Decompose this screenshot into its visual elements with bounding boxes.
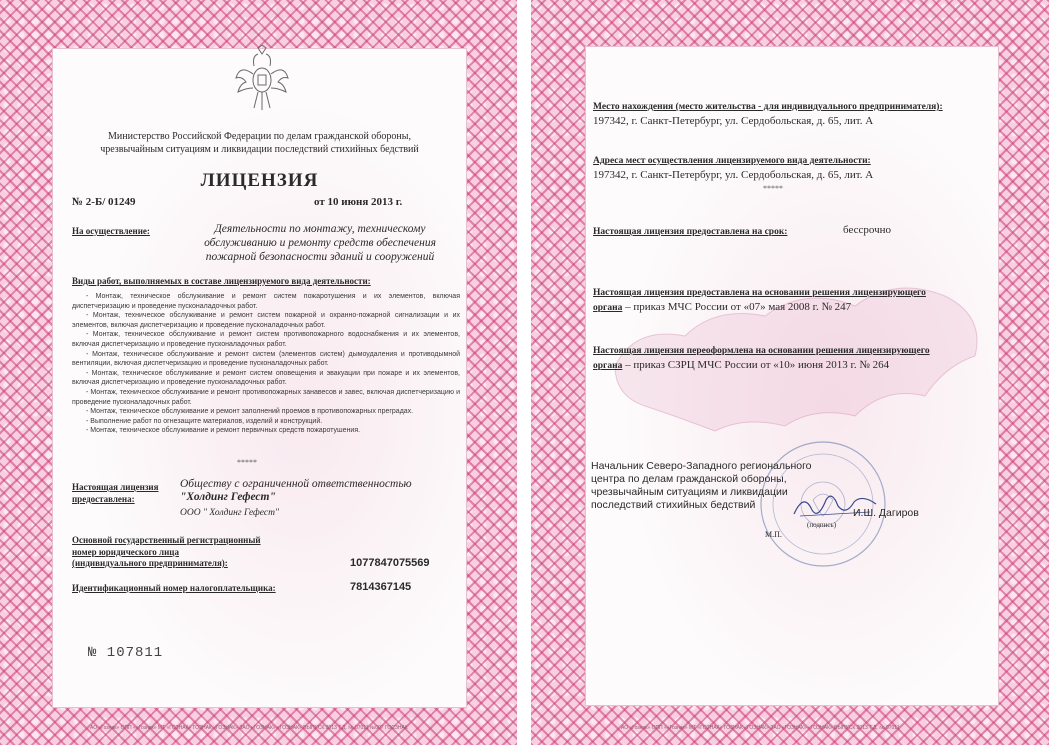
activity-address-block: [593, 154, 993, 182]
works-item: - Монтаж, техническое обслуживание и ремонт систем пожаротушения и их элементов, включая диспетчеризацию и проведение пусконаладочных работ.: [72, 293, 460, 310]
printer-footer: АО «Гознак» ОПП ««Гознак» МТ «ГОЗНАК» ГОЗНАК «ГОЗНАК» ЗАО «ГОЗНАК» «ГОЗНАК» ВЫПУСК 2013 Т.Д. № 07011 №007 ГОСЗНАК: [90, 725, 408, 731]
holder-name-line-1: Обществу с ограниченной ответственностью: [180, 478, 412, 490]
document-title: ЛИЦЕНЗИЯ: [200, 170, 319, 191]
ogrn-value: 1077847075569: [350, 557, 430, 569]
reissue-order: – приказ СЗРЦ МЧС России от «10» июня 2013 г. № 264: [622, 359, 890, 371]
works-item: - Монтаж, техническое обслуживание и ремонт систем оповещения и эвакуации при пожаре и их элементов, включая диспетчеризацию и проведение пусконаладочных работ.: [72, 369, 460, 387]
ministry-line-1: Министерство Российской Федерации по делам гражданской обороны,: [108, 131, 411, 142]
term-value: бессрочно: [843, 224, 892, 236]
holder-label: [72, 481, 158, 505]
holder-label-line-1: Настоящая лицензия: [72, 482, 159, 492]
works-item: - Монтаж, техническое обслуживание и ремонт заполнений проемов в противопожарных преградах.: [86, 408, 414, 416]
basis-heading-end: органа: [593, 303, 623, 313]
license-back-content: [585, 46, 999, 706]
term-heading: Настоящая лицензия предоставлена на срок:: [593, 227, 788, 237]
inn-value: 7814367145: [350, 581, 412, 593]
chief-title: [591, 460, 812, 512]
reissue-heading-end: органа: [593, 361, 623, 371]
works-item: - Монтаж, техническое обслуживание и ремонт систем противопожарного водоснабжения и их элементов, включая диспетчеризацию и проведение пусконаладочных работ.: [72, 331, 460, 348]
holder-name-line-2: "Холдинг Гефест": [180, 491, 276, 503]
ogrn-label: [72, 535, 261, 570]
coat-of-arms-emblem: [232, 44, 292, 116]
separator-stars: *****: [763, 184, 783, 193]
works-item: - Монтаж, техническое обслуживание и ремонт противопожарных занавесов и завес, включая диспетчеризацию и проведение пусконаладочных работ.: [72, 388, 460, 406]
inn-label: Идентификационный номер налогоплательщика:: [72, 583, 276, 593]
ogrn-label-line-1: Основной государственный регистрационный: [72, 535, 261, 545]
holder-name: [180, 478, 460, 504]
license-front-page: [0, 0, 517, 745]
works-item: - Монтаж, техническое обслуживание и ремонт первичных средств пожаротушения.: [86, 427, 361, 435]
reissue-block: [593, 344, 993, 373]
activity-text: Деятельности по монтажу, техническому обслуживанию и ремонту средств обеспечения пожарной безопасности зданий и сооружений: [204, 223, 436, 263]
license-number: № 2-Б/ 01249: [72, 196, 136, 208]
works-list: [72, 292, 460, 436]
chief-title-line-2: центра по делам гражданской обороны,: [591, 473, 787, 485]
ogrn-label-line-3: (индивидуального предпринимателя):: [72, 558, 228, 568]
signatory-name: И.Ш. Дагиров: [853, 507, 919, 519]
chief-title-line-1: Начальник Северо-Западного регионального: [591, 460, 812, 472]
basis-heading: Настоящая лицензия предоставлена на основании решения лицензирующего: [593, 288, 926, 298]
basis-block: [593, 286, 993, 315]
activity-address-heading: Адреса мест осуществления лицензируемого вида деятельности:: [593, 156, 871, 166]
separator-stars: *****: [237, 458, 257, 467]
location-value: 197342, г. Санкт-Петербург, ул. Сердобольская, д. 65, лит. А: [593, 115, 874, 127]
term-block: [593, 224, 993, 239]
license-back-page: [531, 0, 1049, 745]
license-date: от 10 июня 2013 г.: [314, 196, 403, 208]
seal-place-label: М.П.: [765, 530, 782, 539]
activity-address-value: 197342, г. Санкт-Петербург, ул. Сердобольская, д. 65, лит. А: [593, 169, 874, 181]
works-item: - Выполнение работ по огнезащите материалов, изделий и конструкций.: [86, 417, 323, 425]
works-heading: Виды работ, выполняемых в составе лицензируемого вида деятельности:: [72, 276, 371, 286]
basis-order: – приказ МЧС России от «07» мая 2008 г. № 247: [622, 301, 852, 313]
works-item: - Монтаж, техническое обслуживание и ремонт систем (элементов систем) дымоудаления и противодымной вентиляции, включая диспетчеризацию и проведение пусконаладочных работ.: [72, 350, 460, 368]
holder-label-line-2: предоставлена:: [72, 494, 135, 504]
ministry-line-2: чрезвычайным ситуациям и ликвидации последствий стихийных бедствий: [100, 144, 419, 155]
location-block: [593, 100, 993, 128]
location-heading: Место нахождения (место жительства - для индивидуального предпринимателя):: [593, 102, 943, 112]
printer-footer: АО «Гознак» ОПП ««Гознак» МТ «ГОЗНАК» ГОЗНАК «ГОЗНАК» ЗАО «ГОЗНАК» «ГОЗНАК» ВЫПУСК 2013 Т.Д. № 07011: [621, 725, 900, 731]
form-serial-number: № 107811: [88, 645, 164, 661]
chief-title-line-3: чрезвычайным ситуациям и ликвидации: [591, 486, 788, 498]
works-item: - Монтаж, техническое обслуживание и ремонт систем пожарной и охранно-пожарной сигнализации и их элементов, включая диспетчеризацию и проведение пусконаладочных работ.: [72, 312, 460, 329]
ogrn-label-line-2: номер юридического лица: [72, 546, 179, 557]
signature-caption: (подпись): [807, 521, 837, 529]
russia-map-watermark: [595, 216, 995, 456]
holder-short-name: ООО " Холдинг Гефест": [180, 508, 279, 518]
ministry-name: [52, 130, 467, 156]
license-front-content: [52, 48, 467, 708]
reissue-heading: Настоящая лицензия переоформлена на основании решения лицензирующего: [593, 346, 930, 356]
chief-title-line-4: последствий стихийных бедствий: [591, 499, 756, 511]
activity-label: На осуществление:: [72, 226, 150, 236]
